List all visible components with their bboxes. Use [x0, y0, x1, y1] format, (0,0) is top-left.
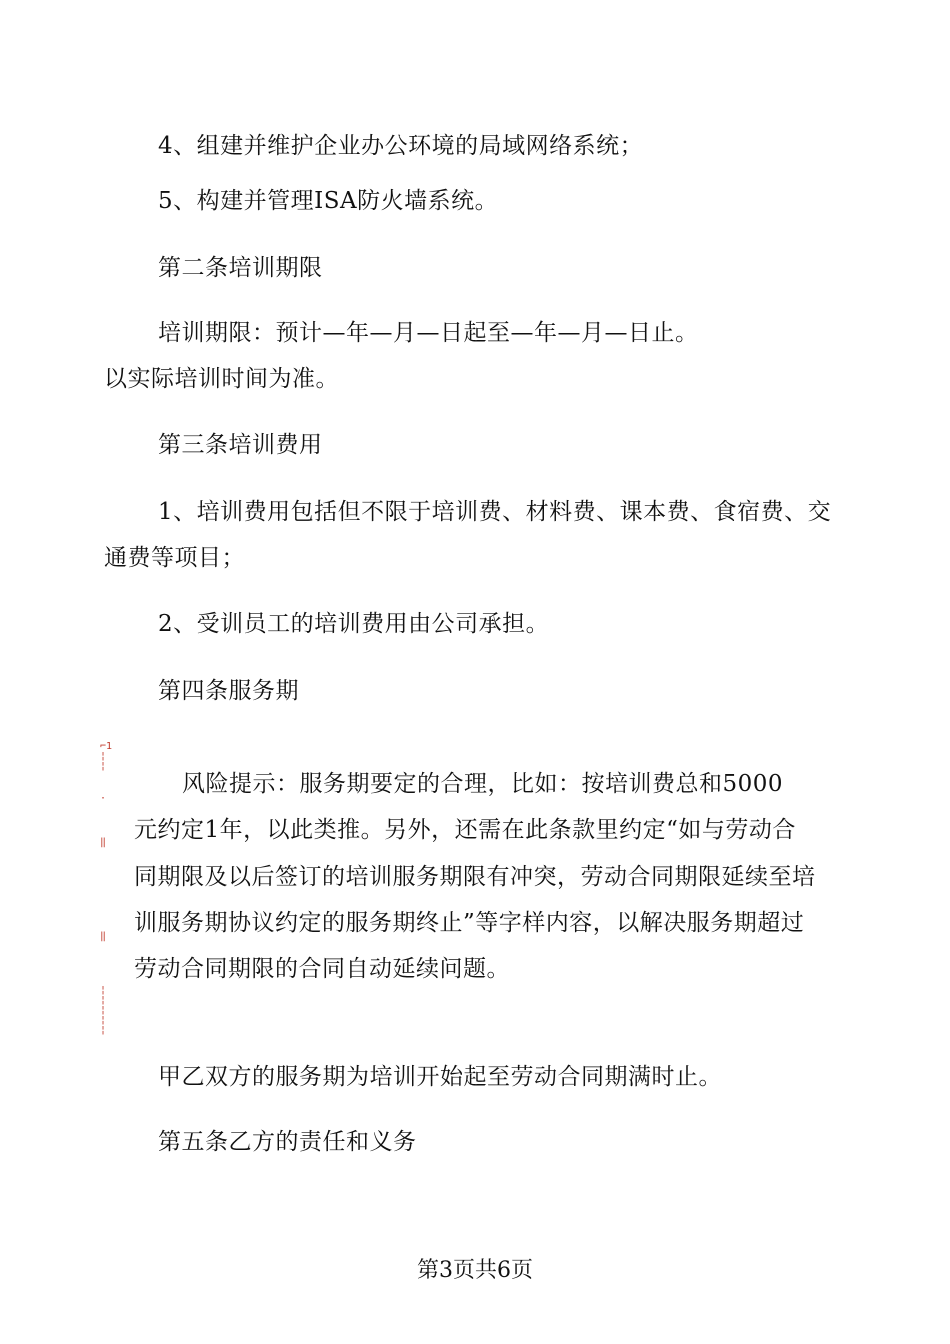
page-number: 第3页共6页	[417, 1258, 533, 1283]
body-line: 甲乙双方的服务期为培训开始起至劳动合同期满时止。	[158, 1064, 722, 1090]
body-line: 4、组建并维护企业办公环境的局域网络系统；	[158, 133, 644, 159]
risk-marker-icon: ¦ ¦ ¦ ¦ ¦	[100, 985, 107, 1036]
body-line: 2、受训员工的培训费用由公司承担。	[158, 611, 550, 637]
section-heading: 第二条培训期限	[158, 255, 323, 281]
body-line: 通费等项目；	[104, 545, 245, 571]
section-heading: 第三条培训费用	[158, 432, 323, 458]
body-line: 培训期限：预计—年—月—日起至—年—月—日止。	[158, 320, 699, 346]
risk-note-line: 训服务期协议约定的服务期终止”等字样内容，以解决服务期超过	[134, 910, 805, 936]
risk-marker-icon: ‖	[100, 931, 107, 942]
risk-note-line: 劳动合同期限的合同自动延续问题。	[134, 956, 510, 982]
body-line: 1、培训费用包括但不限于培训费、材料费、课本费、食宿费、交	[158, 499, 832, 525]
risk-note-line: 风险提示：服务期要定的合理，比如：按培训费总和5000	[182, 771, 784, 797]
risk-note-line: 同期限及以后签订的培训服务期限有冲突，劳动合同期限延续至培	[134, 864, 816, 890]
risk-marker-icon: ‖	[100, 837, 107, 848]
risk-marker-icon: ·	[100, 793, 107, 804]
section-heading: 第四条服务期	[158, 678, 299, 704]
body-line: 以实际培训时间为准。	[104, 366, 339, 392]
risk-note-line: 元约定1年，以此类推。另外，还需在此条款里约定“如与劳动合	[134, 817, 796, 843]
body-line: 5、构建并管理ISA防火墙系统。	[158, 188, 499, 214]
risk-marker-icon: ⌐1 ¦ ¦	[100, 741, 113, 772]
risk-note-box	[100, 740, 840, 1040]
section-heading: 第五条乙方的责任和义务	[158, 1129, 417, 1155]
